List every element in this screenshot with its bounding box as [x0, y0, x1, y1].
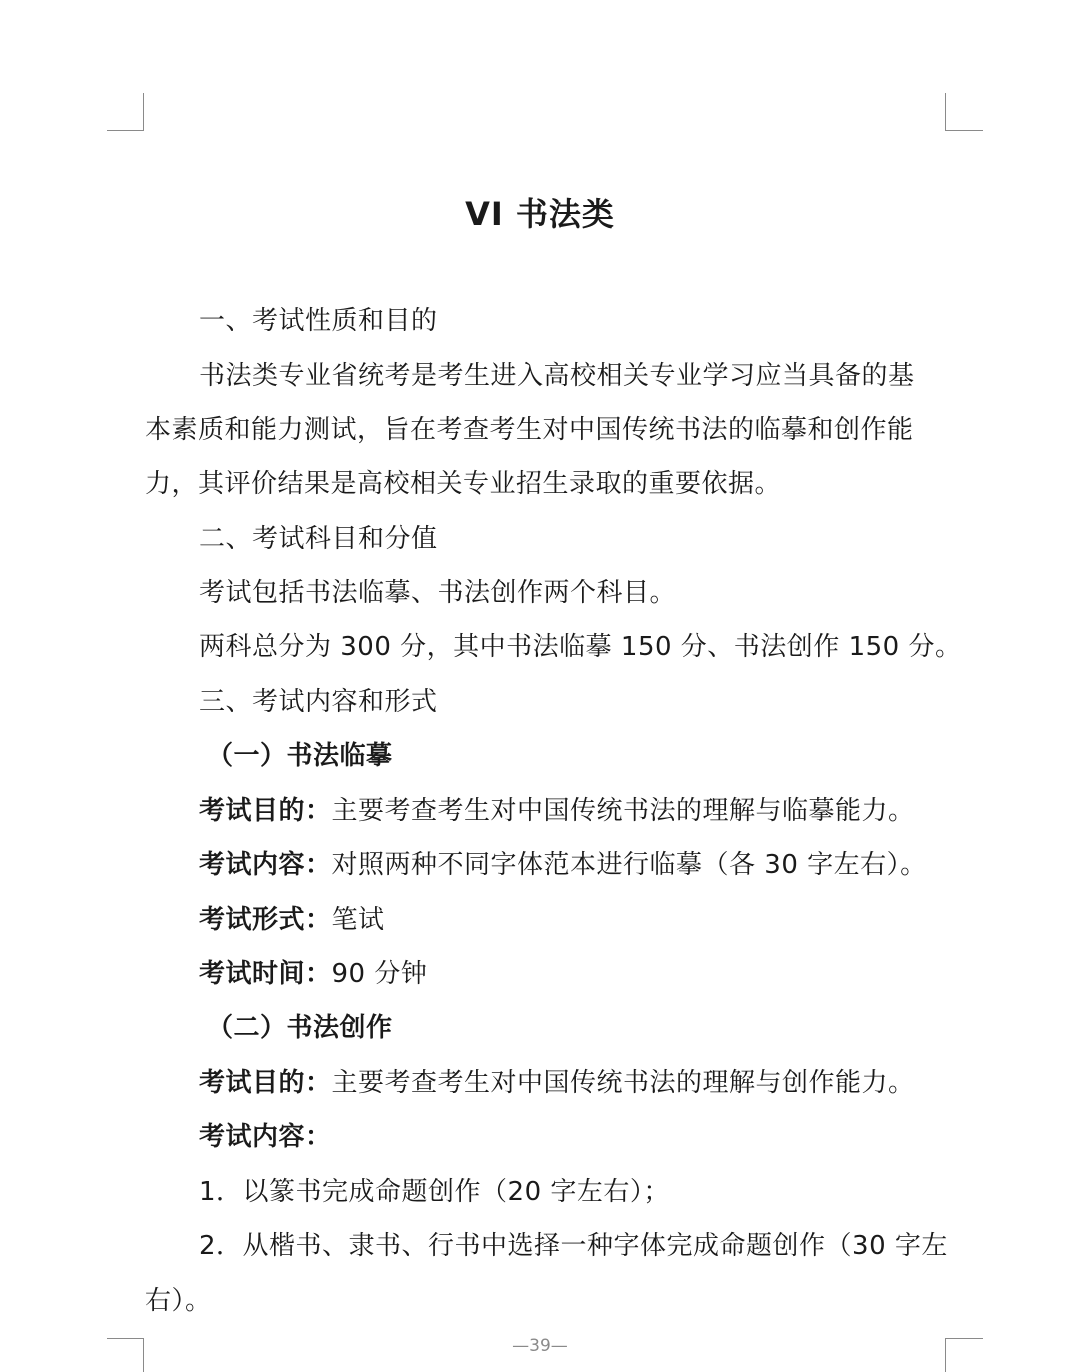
field-label: 考试目的：: [199, 796, 332, 826]
field-label: 考试内容：: [199, 850, 332, 880]
crop-mark-top-left: [107, 130, 144, 131]
paragraph-line: 两科总分为 300 分，其中书法临摹 150 分、书法创作 150 分。: [199, 632, 962, 662]
list-item: 2．从楷书、隶书、行书中选择一种字体完成命题创作（30 字左: [199, 1231, 948, 1261]
field-row: [199, 1117, 332, 1157]
list-item: 1．以篆书完成命题创作（20 字左右）；: [199, 1177, 670, 1207]
field-row: [199, 1063, 915, 1103]
field-label: 考试内容：: [199, 1122, 332, 1152]
crop-mark-top-right: [945, 93, 946, 131]
list-item-continuation: 右）。: [145, 1286, 212, 1316]
field-value: 主要考查考生对中国传统书法的理解与创作能力。: [331, 1068, 915, 1098]
field-label: 考试时间：: [199, 959, 332, 989]
field-value: 对照两种不同字体范本进行临摹（各 30 字左右）。: [331, 850, 927, 880]
crop-mark-top-right: [945, 130, 983, 131]
field-label: 考试目的：: [199, 1068, 332, 1098]
field-label: 考试形式：: [199, 905, 332, 935]
section-heading: 三、考试内容和形式: [199, 687, 438, 717]
field-value: 90 分钟: [331, 959, 428, 989]
field-row: [199, 791, 915, 831]
field-row: [199, 900, 385, 940]
paragraph-line: 书法类专业省统考是考生进入高校相关专业学习应当具备的基: [199, 361, 915, 391]
field-value: 笔试: [331, 905, 385, 935]
page-number: —39—: [512, 1336, 568, 1356]
crop-mark-top-left: [143, 93, 144, 131]
paragraph-line: 考试包括书法临摹、书法创作两个科目。: [199, 578, 677, 608]
field-row: [199, 954, 427, 994]
subsection-heading: （二）书法创作: [207, 1013, 393, 1043]
field-value: 主要考查考生对中国传统书法的理解与临摹能力。: [331, 796, 915, 826]
field-row: [199, 845, 927, 885]
section-heading: 一、考试性质和目的: [199, 306, 438, 336]
subsection-heading: （一）书法临摹: [207, 741, 393, 771]
paragraph-line: 本素质和能力测试，旨在考查考生对中国传统书法的临摹和创作能: [145, 415, 914, 445]
section-heading: 二、考试科目和分值: [199, 524, 438, 554]
page-title: VI 书法类: [465, 195, 615, 233]
paragraph-line: 力，其评价结果是高校相关专业招生录取的重要依据。: [145, 469, 782, 499]
